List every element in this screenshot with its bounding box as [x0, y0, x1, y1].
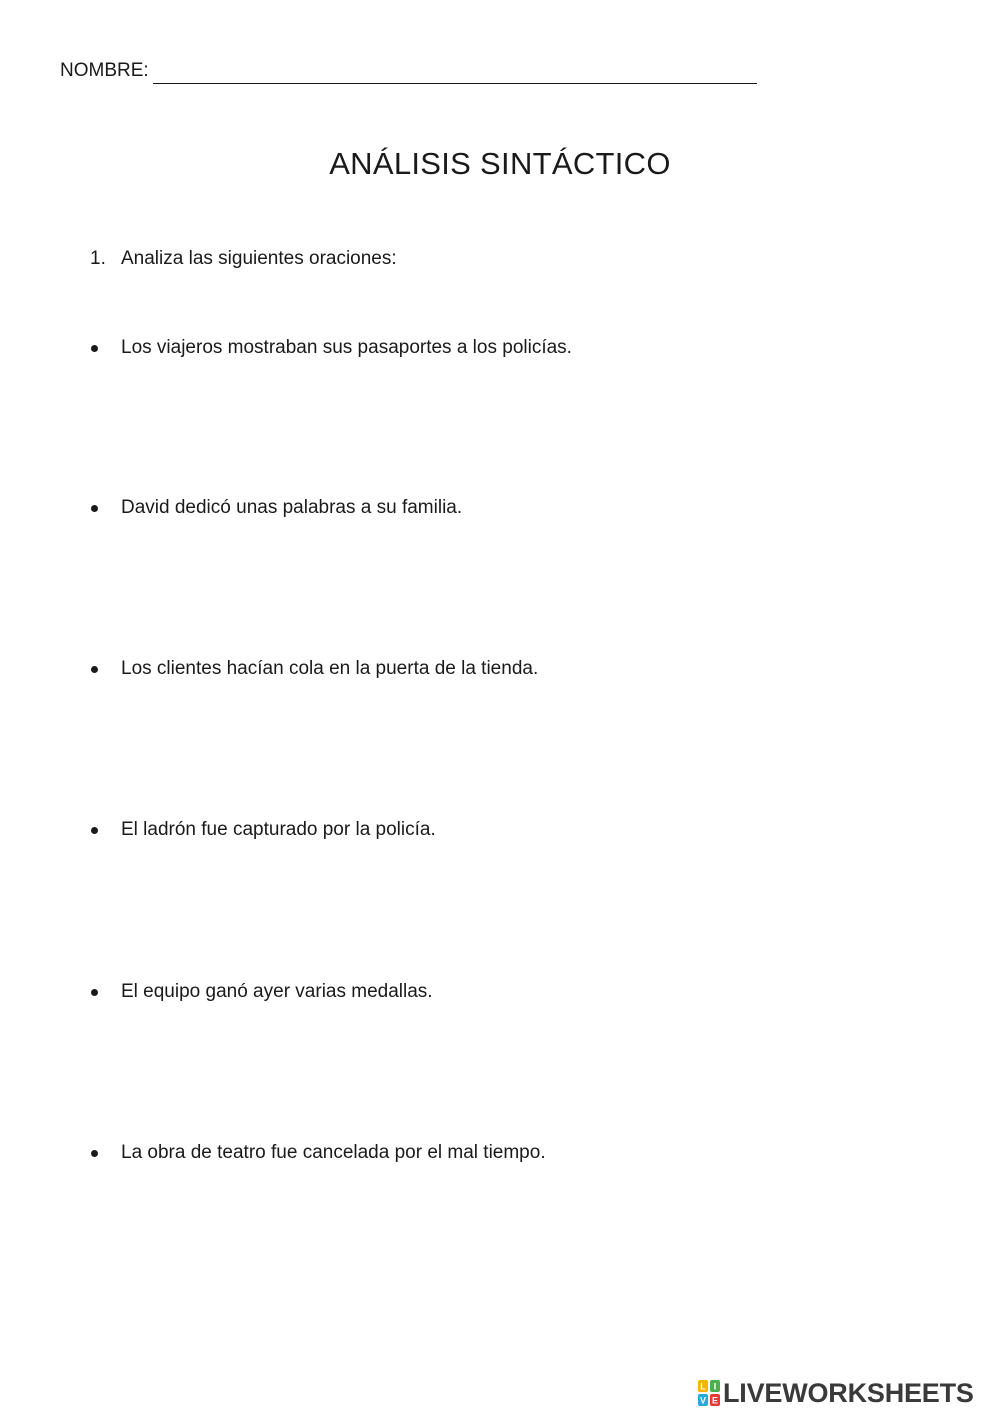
- instruction: [90, 246, 397, 272]
- name-label: NOMBRE:: [60, 60, 149, 81]
- sentence-text: Los viajeros mostraban sus pasaportes a los policías.: [121, 337, 572, 358]
- bullet-icon: [91, 666, 98, 673]
- instruction-number: 1.: [90, 248, 106, 269]
- instruction-text: Analiza las siguientes oraciones:: [121, 248, 397, 269]
- sentence-item: [90, 335, 572, 361]
- bullet-icon: [91, 827, 98, 834]
- liveworksheets-logo-icon: [698, 1380, 720, 1406]
- svg-text:L: L: [700, 1381, 706, 1392]
- sentence-text: El equipo ganó ayer varias medallas.: [121, 981, 433, 1002]
- sentence-text: La obra de teatro fue cancelada por el mal tiempo.: [121, 1142, 546, 1163]
- svg-text:E: E: [711, 1395, 719, 1406]
- name-input-line[interactable]: [153, 62, 757, 84]
- sentence-text: Los clientes hacían cola en la puerta de la tienda.: [121, 658, 539, 679]
- bullet-icon: [91, 345, 98, 352]
- brand-text: LIVEWORKSHEETS: [723, 1378, 974, 1408]
- svg-text:I: I: [713, 1381, 717, 1392]
- sentence-item: [90, 656, 538, 682]
- liveworksheets-brand: [698, 1376, 994, 1410]
- page-title: ANÁLISIS SINTÁCTICO: [329, 146, 671, 181]
- name-field-row: [60, 58, 757, 84]
- sentence-item: [90, 979, 433, 1005]
- bullet-icon: [91, 1150, 98, 1157]
- svg-text:V: V: [699, 1395, 707, 1406]
- bullet-icon: [91, 505, 98, 512]
- sentence-item: [90, 1140, 546, 1166]
- sentence-item: [90, 817, 436, 843]
- sentence-text: David dedicó unas palabras a su familia.: [121, 497, 463, 518]
- sentence-text: El ladrón fue capturado por la policía.: [121, 819, 436, 840]
- bullet-icon: [91, 989, 98, 996]
- sentence-item: [90, 495, 462, 521]
